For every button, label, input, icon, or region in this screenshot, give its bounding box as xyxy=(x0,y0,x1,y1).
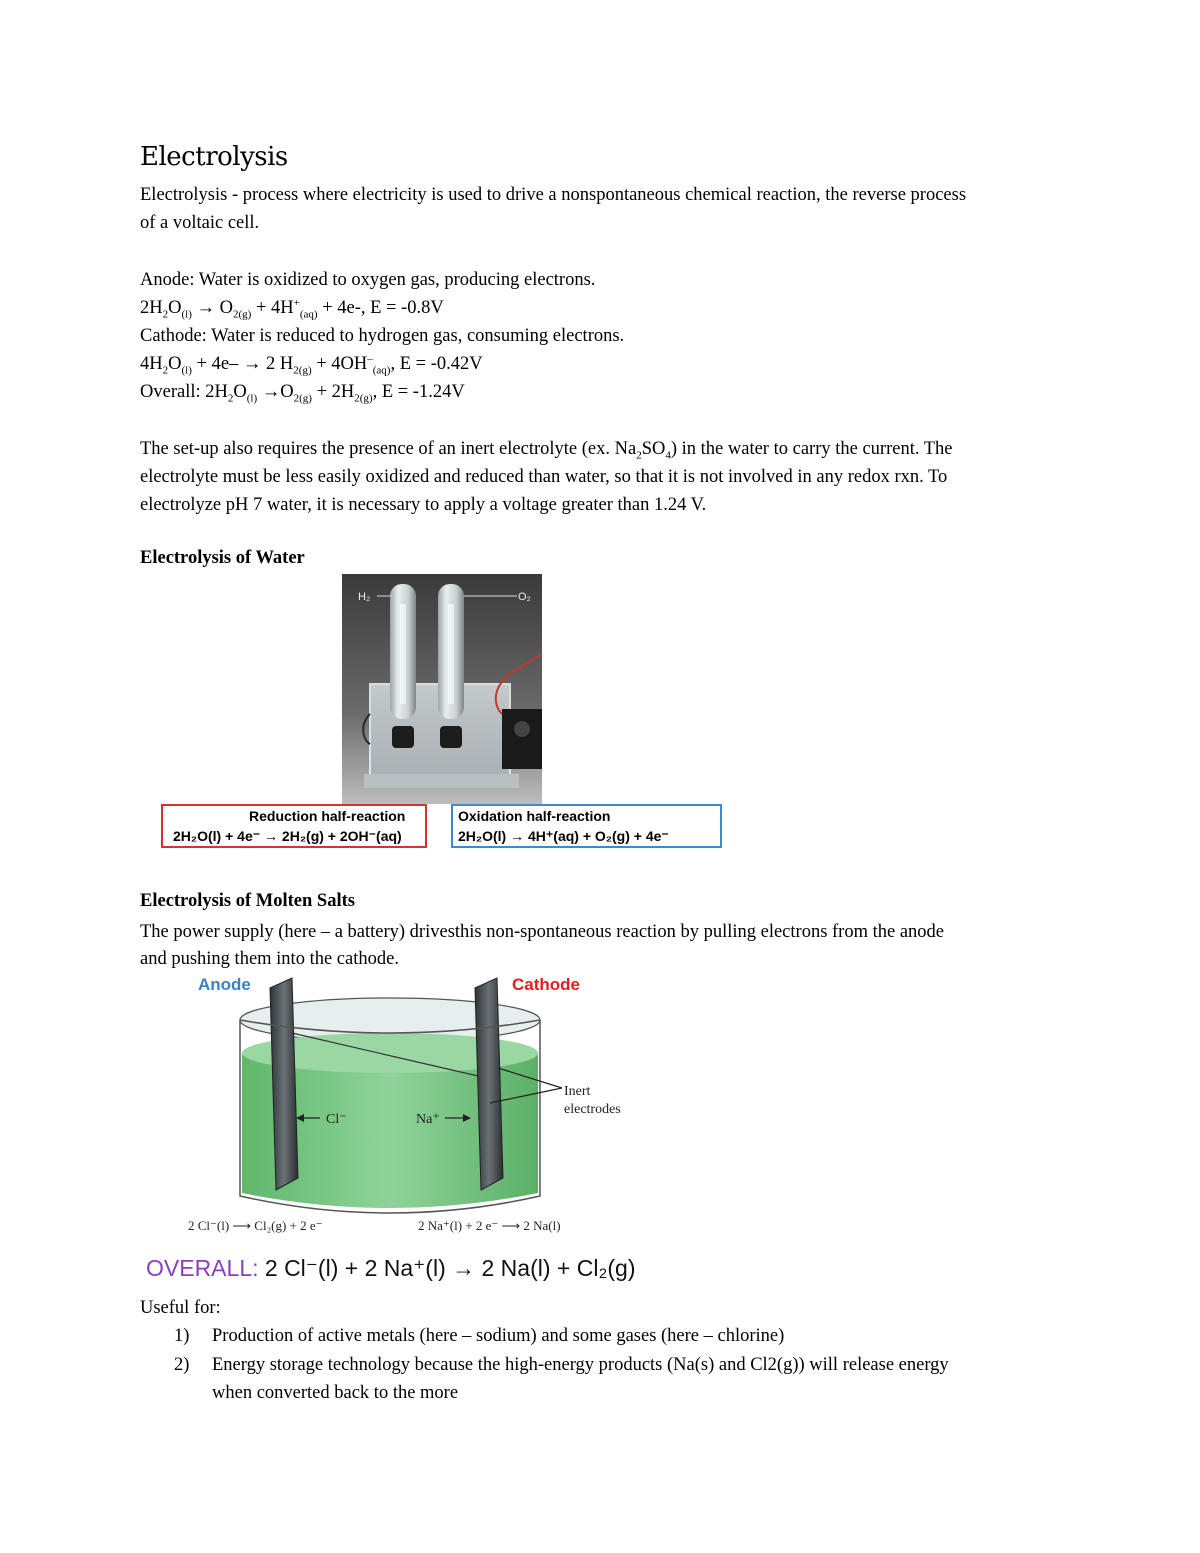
setup-line-1: The set-up also requires the presence of an inert electrolyte (ex. $Na_2SO_4$) in the water to carry the current. The xyxy=(140,439,953,462)
anode-reaction: 2 Cl⁻(l) ⟶ Cl₂(g) + 2 e⁻ xyxy=(188,1218,323,1233)
o2-photo-label: O₂ xyxy=(518,591,531,603)
useful-item-2-text-cont: when converted back to the more xyxy=(212,1383,459,1403)
reduction-equation: 2H₂O(l) + 4e⁻ → 2H₂(g) + 2OH⁻(aq) xyxy=(173,828,402,844)
inert-label-1: Inert xyxy=(564,1084,591,1099)
molten-line-2: and pushing them into the cathode. xyxy=(140,949,399,969)
cathode-reaction: 2 Na⁺(l) + 2 e⁻ ⟶ 2 Na(l) xyxy=(418,1218,561,1233)
oxidation-equation: 2H₂O(l) → 4H⁺(aq) + O₂(g) + 4e⁻ xyxy=(458,828,669,844)
anode-diagram-label: Anode xyxy=(198,975,251,994)
overall-reaction: 2 Cl⁻(l) + 2 Na⁺(l) → 2 Na(l) + Cl₂(g) xyxy=(264,1255,636,1281)
reduction-box xyxy=(161,804,427,848)
molten-line-1: The power supply (here – a battery) drivesthis non-spontaneous reaction by pulling electrons from the anode xyxy=(140,922,945,942)
page-title: Electrolysis xyxy=(140,142,288,172)
anode-label: Anode: Water is oxidized to oxygen gas, producing electrons. xyxy=(140,270,596,290)
useful-item-2-number: 2) xyxy=(174,1355,190,1375)
chloride-ion-label: Cl⁻ xyxy=(326,1112,347,1127)
apparatus-illustration xyxy=(342,574,542,804)
cathode-diagram-label: Cathode xyxy=(512,975,580,994)
water-heading: Electrolysis of Water xyxy=(140,548,305,568)
intro-line-2: of a voltaic cell. xyxy=(140,213,260,233)
setup-line-3: electrolyze pH 7 water, it is necessary to apply a voltage greater than 1.24 V. xyxy=(140,495,707,515)
overall-equation: Overall: $2H_2O_{(l)} \to O_{2(g)} + 2H_{2(g)}$, E = -1.24V xyxy=(140,382,465,405)
setup-line-2: electrolyte must be less easily oxidized and reduced than water, so that it is not involved in any redox rxn. To xyxy=(140,467,948,487)
overall-label: OVERALL: xyxy=(146,1255,259,1281)
useful-heading: Useful for: xyxy=(140,1298,221,1318)
anode-equation: $2H_2O_{(l)} \to O_{2(g)} + 4H^+_{(aq)} + 4e-$, E = -0.8V xyxy=(140,296,444,321)
useful-item-1-number: 1) xyxy=(174,1326,190,1346)
reduction-heading: Reduction half-reaction xyxy=(249,808,406,824)
useful-item-1-text: Production of active metals (here – sodium) and some gases (here – chlorine) xyxy=(212,1326,785,1346)
intro-line-1: Electrolysis - process where electricity is used to drive a nonspontaneous chemical reaction, the reverse process xyxy=(140,185,967,205)
electrolysis-photo xyxy=(342,574,542,804)
molten-salt-diagram xyxy=(180,968,640,1238)
h2-photo-label: H₂ xyxy=(358,591,371,603)
oxidation-heading: Oxidation half-reaction xyxy=(458,808,611,824)
inert-label-2: electrodes xyxy=(564,1102,621,1117)
cathode-label: Cathode: Water is reduced to hydrogen gas, consuming electrons. xyxy=(140,326,625,346)
cathode-equation: $4H_2O_{(l)} + 4e- \to 2$ $H_{2(g)} + 4OH^-_{(aq)}$, E = -0.42V xyxy=(140,352,483,377)
useful-item-2-text: Energy storage technology because the high-energy products (Na(s) and Cl2(g)) will release energy xyxy=(212,1355,949,1375)
molten-heading: Electrolysis of Molten Salts xyxy=(140,891,355,911)
oxidation-box xyxy=(451,804,722,848)
overall-line xyxy=(146,1255,636,1282)
sodium-ion-label: Na⁺ xyxy=(416,1112,440,1127)
